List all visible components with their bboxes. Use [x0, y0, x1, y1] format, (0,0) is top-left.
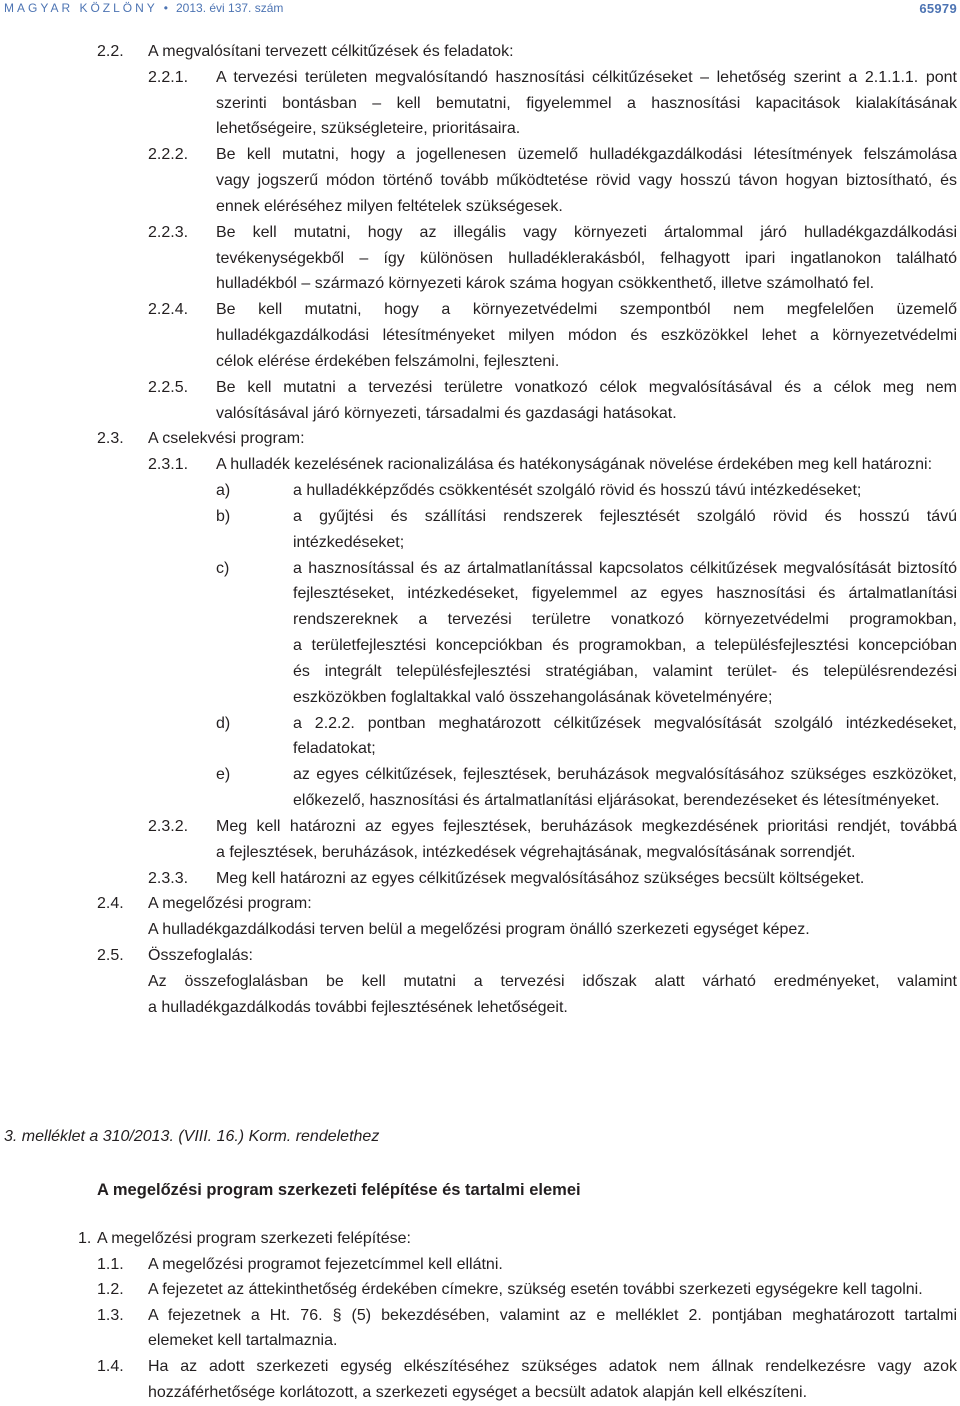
paragraph-text	[148, 1252, 957, 1278]
text-line: előkezelő, hasznosítási és ártalmatlanítási eljárásokat, berendezéseket és létesítményeket.	[293, 792, 940, 810]
paragraph-text	[216, 866, 957, 892]
section-title	[148, 891, 957, 917]
section-title	[148, 39, 957, 65]
annex-heading: 3. melléklet a 310/2013. (VIII. 16.) Korm. rendelethez	[4, 1128, 380, 1145]
annex-title: A megelőzési program szerkezeti felépítése és tartalmi elemei	[97, 1181, 581, 1199]
paragraph-2-2-1	[0, 65, 957, 142]
section-heading-2-5	[0, 943, 957, 969]
text-line: a hasznosítással és az ártalmatlanítással kapcsolatos célkitűzések megvalósítását biztosító	[293, 559, 957, 577]
section-number: 2.3.	[97, 430, 124, 448]
text-line: hulladékgazdálkodási létesítményeket milyen módon és eszközökkel lehet a környezetvédelmi	[216, 327, 957, 345]
text-line: A megelőzési program:	[148, 895, 312, 913]
paragraph-text	[216, 814, 957, 866]
point-text	[293, 556, 957, 711]
point-text	[293, 711, 957, 763]
paragraph-2-3-3	[0, 866, 957, 892]
text-line: A megelőzési programot fejezetcímmel kell ellátni.	[148, 1255, 503, 1273]
section-text-2-4	[0, 917, 957, 943]
list-point-d	[0, 711, 957, 763]
text-line: a 2.2.2. pontban meghatározott célkitűzések megvalósítását szolgáló intézkedéseket,	[293, 714, 957, 732]
list-point-e	[0, 762, 957, 814]
text-line: valósításával járó környezeti, társadalmi és gazdasági hatásokat.	[216, 404, 677, 422]
text-line: célok elérése érdekében felszámolni, fejleszteni.	[216, 352, 560, 370]
text-line: A megelőzési program szerkezeti felépítése:	[97, 1230, 411, 1247]
paragraph-text	[216, 65, 957, 142]
section-number: 2.5.	[97, 946, 124, 964]
annex-section-heading-1	[0, 1226, 957, 1252]
issue-label: 2013. évi 137. szám	[176, 1, 284, 15]
paragraph-number: 1.1.	[97, 1255, 124, 1273]
paragraph-text	[148, 969, 957, 1021]
publication-title: MAGYAR KÖZLÖNY	[4, 1, 158, 15]
text-line: A tervezési területen megvalósítandó hasznosítási célkitűzéseket – lehetőség szerint a 2.1.1.1. pont	[216, 68, 957, 86]
text-line: eszközökben foglaltakkal való összehangolásának követelményére;	[293, 688, 773, 706]
section-heading-2-2	[0, 39, 957, 65]
paragraph-text	[216, 297, 957, 374]
point-label: b)	[216, 507, 231, 525]
text-line: A fejezetet az áttekinthetőség érdekében címekre, szükség esetén további szerkezeti egységekre kell tagolni.	[148, 1281, 923, 1299]
text-line: fejlesztéseket, intézkedéseket, figyelemmel az egyes hasznosítási és ártalmatlanítási	[293, 585, 957, 603]
text-line: Az összefoglalásban be kell mutatni a tervezési időszak alatt várható eredményeket, valamint	[148, 972, 957, 990]
section-heading-2-3	[0, 426, 957, 452]
text-line: a hulladékképződés csökkentését szolgáló rövid és hosszú távú intézkedéseket;	[293, 482, 862, 500]
page-header	[4, 0, 957, 17]
text-line: rendszereknek a tervezési területre vonatkozó környezetvédelmi programokban,	[293, 611, 957, 629]
annex-content-section	[0, 1226, 957, 1405]
section-title	[97, 1226, 957, 1252]
section-title	[148, 426, 957, 452]
text-line: A cselekvési program:	[148, 430, 305, 448]
paragraph-number: 2.3.3.	[148, 869, 189, 887]
text-line: a gyűjtési és szállítási rendszerek fejlesztését szolgáló rövid és hosszú távú	[293, 507, 957, 525]
header-separator: •	[163, 1, 168, 15]
text-line: ennek eléréséhez milyen feltételek szükségesek.	[216, 197, 563, 215]
section-number: 2.2.	[97, 43, 124, 60]
annex-paragraph-1-1	[0, 1252, 957, 1278]
paragraph-2-3-2	[0, 814, 957, 866]
text-line: tevékenységekből – így különösen hulladéklerakásból, felhagyott ipari ingatlanokon található	[216, 249, 957, 267]
text-line: lehetőségeire, szükségleteire, prioritásaira.	[216, 120, 521, 138]
paragraph-text	[216, 375, 957, 427]
paragraph-number: 2.3.1.	[148, 456, 189, 474]
text-line: hozzáférhetősége korlátozott, a szerkezeti egységet a becsült adatok alapján kell elkészíteni.	[148, 1383, 808, 1401]
annex-paragraph-1-4	[0, 1354, 957, 1405]
point-text	[293, 478, 957, 504]
paragraph-2-3-1	[0, 452, 957, 478]
paragraph-number: 2.2.2.	[148, 146, 189, 164]
text-line: Be kell mutatni, hogy az illegális vagy környezeti ártalommal járó hulladékgazdálkodási	[216, 223, 957, 241]
text-line: a területfejlesztési koncepciókban és programokban, a településfejlesztési koncepcióban	[293, 637, 957, 655]
section-heading-2-4	[0, 891, 957, 917]
paragraph-number: 2.3.2.	[148, 817, 189, 835]
section-number: 1.	[78, 1230, 92, 1247]
text-line: a fejlesztések, beruházások, intézkedések végrehajtásának, megvalósításának sorrendjét.	[216, 843, 856, 861]
text-line: Ha az adott szerkezeti egység elkészítéséhez szükséges adatok nem állnak rendelkezésre vagy azok	[148, 1357, 957, 1375]
paragraph-2-2-2	[0, 142, 957, 219]
text-line: Be kell mutatni a tervezési területre vonatkozó célok megvalósításával és a célok meg nem	[216, 378, 957, 396]
annex-paragraph-1-2	[0, 1277, 957, 1303]
section-title	[148, 943, 957, 969]
text-line: A hulladékgazdálkodási terven belül a megelőzési program önálló szerkezeti egységet képez.	[148, 921, 810, 939]
text-line: intézkedéseket;	[293, 533, 405, 551]
paragraph-text	[148, 917, 957, 943]
point-text	[293, 762, 957, 814]
paragraph-number: 1.2.	[97, 1281, 124, 1299]
list-point-b	[0, 504, 957, 556]
text-line: A fejezetnek a Ht. 76. § (5) bekezdésében, valamint az e melléklet 2. pontjában meghatározott tartalmi	[148, 1306, 957, 1324]
paragraph-text	[216, 452, 957, 478]
point-label: c)	[216, 559, 230, 577]
text-line: az egyes célkitűzések, fejlesztések, beruházások megvalósításához szükséges eszközöket,	[293, 766, 957, 784]
text-line: Be kell mutatni, hogy a környezetvédelmi szempontból nem megfelelően üzemelő	[216, 301, 957, 319]
text-line: feladatokat;	[293, 740, 376, 758]
text-line: Meg kell határozni az egyes célkitűzések megvalósításához szükséges becsült költségeket.	[216, 869, 865, 887]
paragraph-text	[216, 142, 957, 219]
annex-paragraph-1-3	[0, 1303, 957, 1354]
text-line: a hulladékgazdálkodás további fejlesztésének lehetőségeit.	[148, 998, 568, 1016]
text-line: Összefoglalás:	[148, 946, 253, 964]
text-line: vagy jogszerű módon történő tovább működtetése rövid vagy hosszú távon hogyan biztosítható, és	[216, 172, 957, 190]
paragraph-number: 1.4.	[97, 1357, 124, 1375]
paragraph-number: 2.2.3.	[148, 223, 189, 241]
text-line: Be kell mutatni, hogy a jogellenesen üzemelő hulladékgazdálkodási létesítmények felszámolása	[216, 146, 957, 164]
paragraph-text	[148, 1354, 957, 1405]
section-text-2-5	[0, 969, 957, 1021]
paragraph-text	[148, 1303, 957, 1354]
text-line: elemeket kell tartalmaznia.	[148, 1332, 338, 1350]
paragraph-text	[216, 220, 957, 297]
text-line: Meg kell határozni az egyes fejlesztések, beruházások megkezdésének prioritási rendjét, továbbá	[216, 817, 957, 835]
paragraph-2-2-5	[0, 375, 957, 427]
list-point-c	[0, 556, 957, 711]
section-number: 2.4.	[97, 895, 124, 913]
text-line: A hulladék kezelésének racionalizálása és hatékonyságának növelése érdekében meg kell határozni:	[216, 456, 933, 474]
paragraph-2-2-4	[0, 297, 957, 374]
paragraph-number: 2.2.1.	[148, 68, 189, 86]
page-number: 65979	[919, 1, 957, 16]
point-label: e)	[216, 766, 231, 784]
text-line: hulladékból – származó környezeti károk száma hogyan csökkenthető, illetve számolható fel.	[216, 275, 875, 293]
paragraph-number: 2.2.4.	[148, 301, 189, 319]
paragraph-text	[148, 1277, 957, 1303]
point-label: a)	[216, 482, 231, 500]
paragraph-2-2-3	[0, 220, 957, 297]
list-point-a	[0, 478, 957, 504]
text-line: A megvalósítani tervezett célkitűzések és feladatok:	[148, 43, 514, 60]
plan-content-section	[0, 39, 957, 1020]
point-text	[293, 504, 957, 556]
text-line: és integrált településfejlesztési stratégiában, valamint terület- és településrendezési	[293, 662, 957, 680]
paragraph-number: 1.3.	[97, 1306, 124, 1324]
paragraph-number: 2.2.5.	[148, 378, 189, 396]
text-line: szerinti bontásban – kell bemutatni, figyelemmel a hasznosítási kapacitások kialakításának	[216, 94, 957, 112]
point-label: d)	[216, 714, 231, 732]
